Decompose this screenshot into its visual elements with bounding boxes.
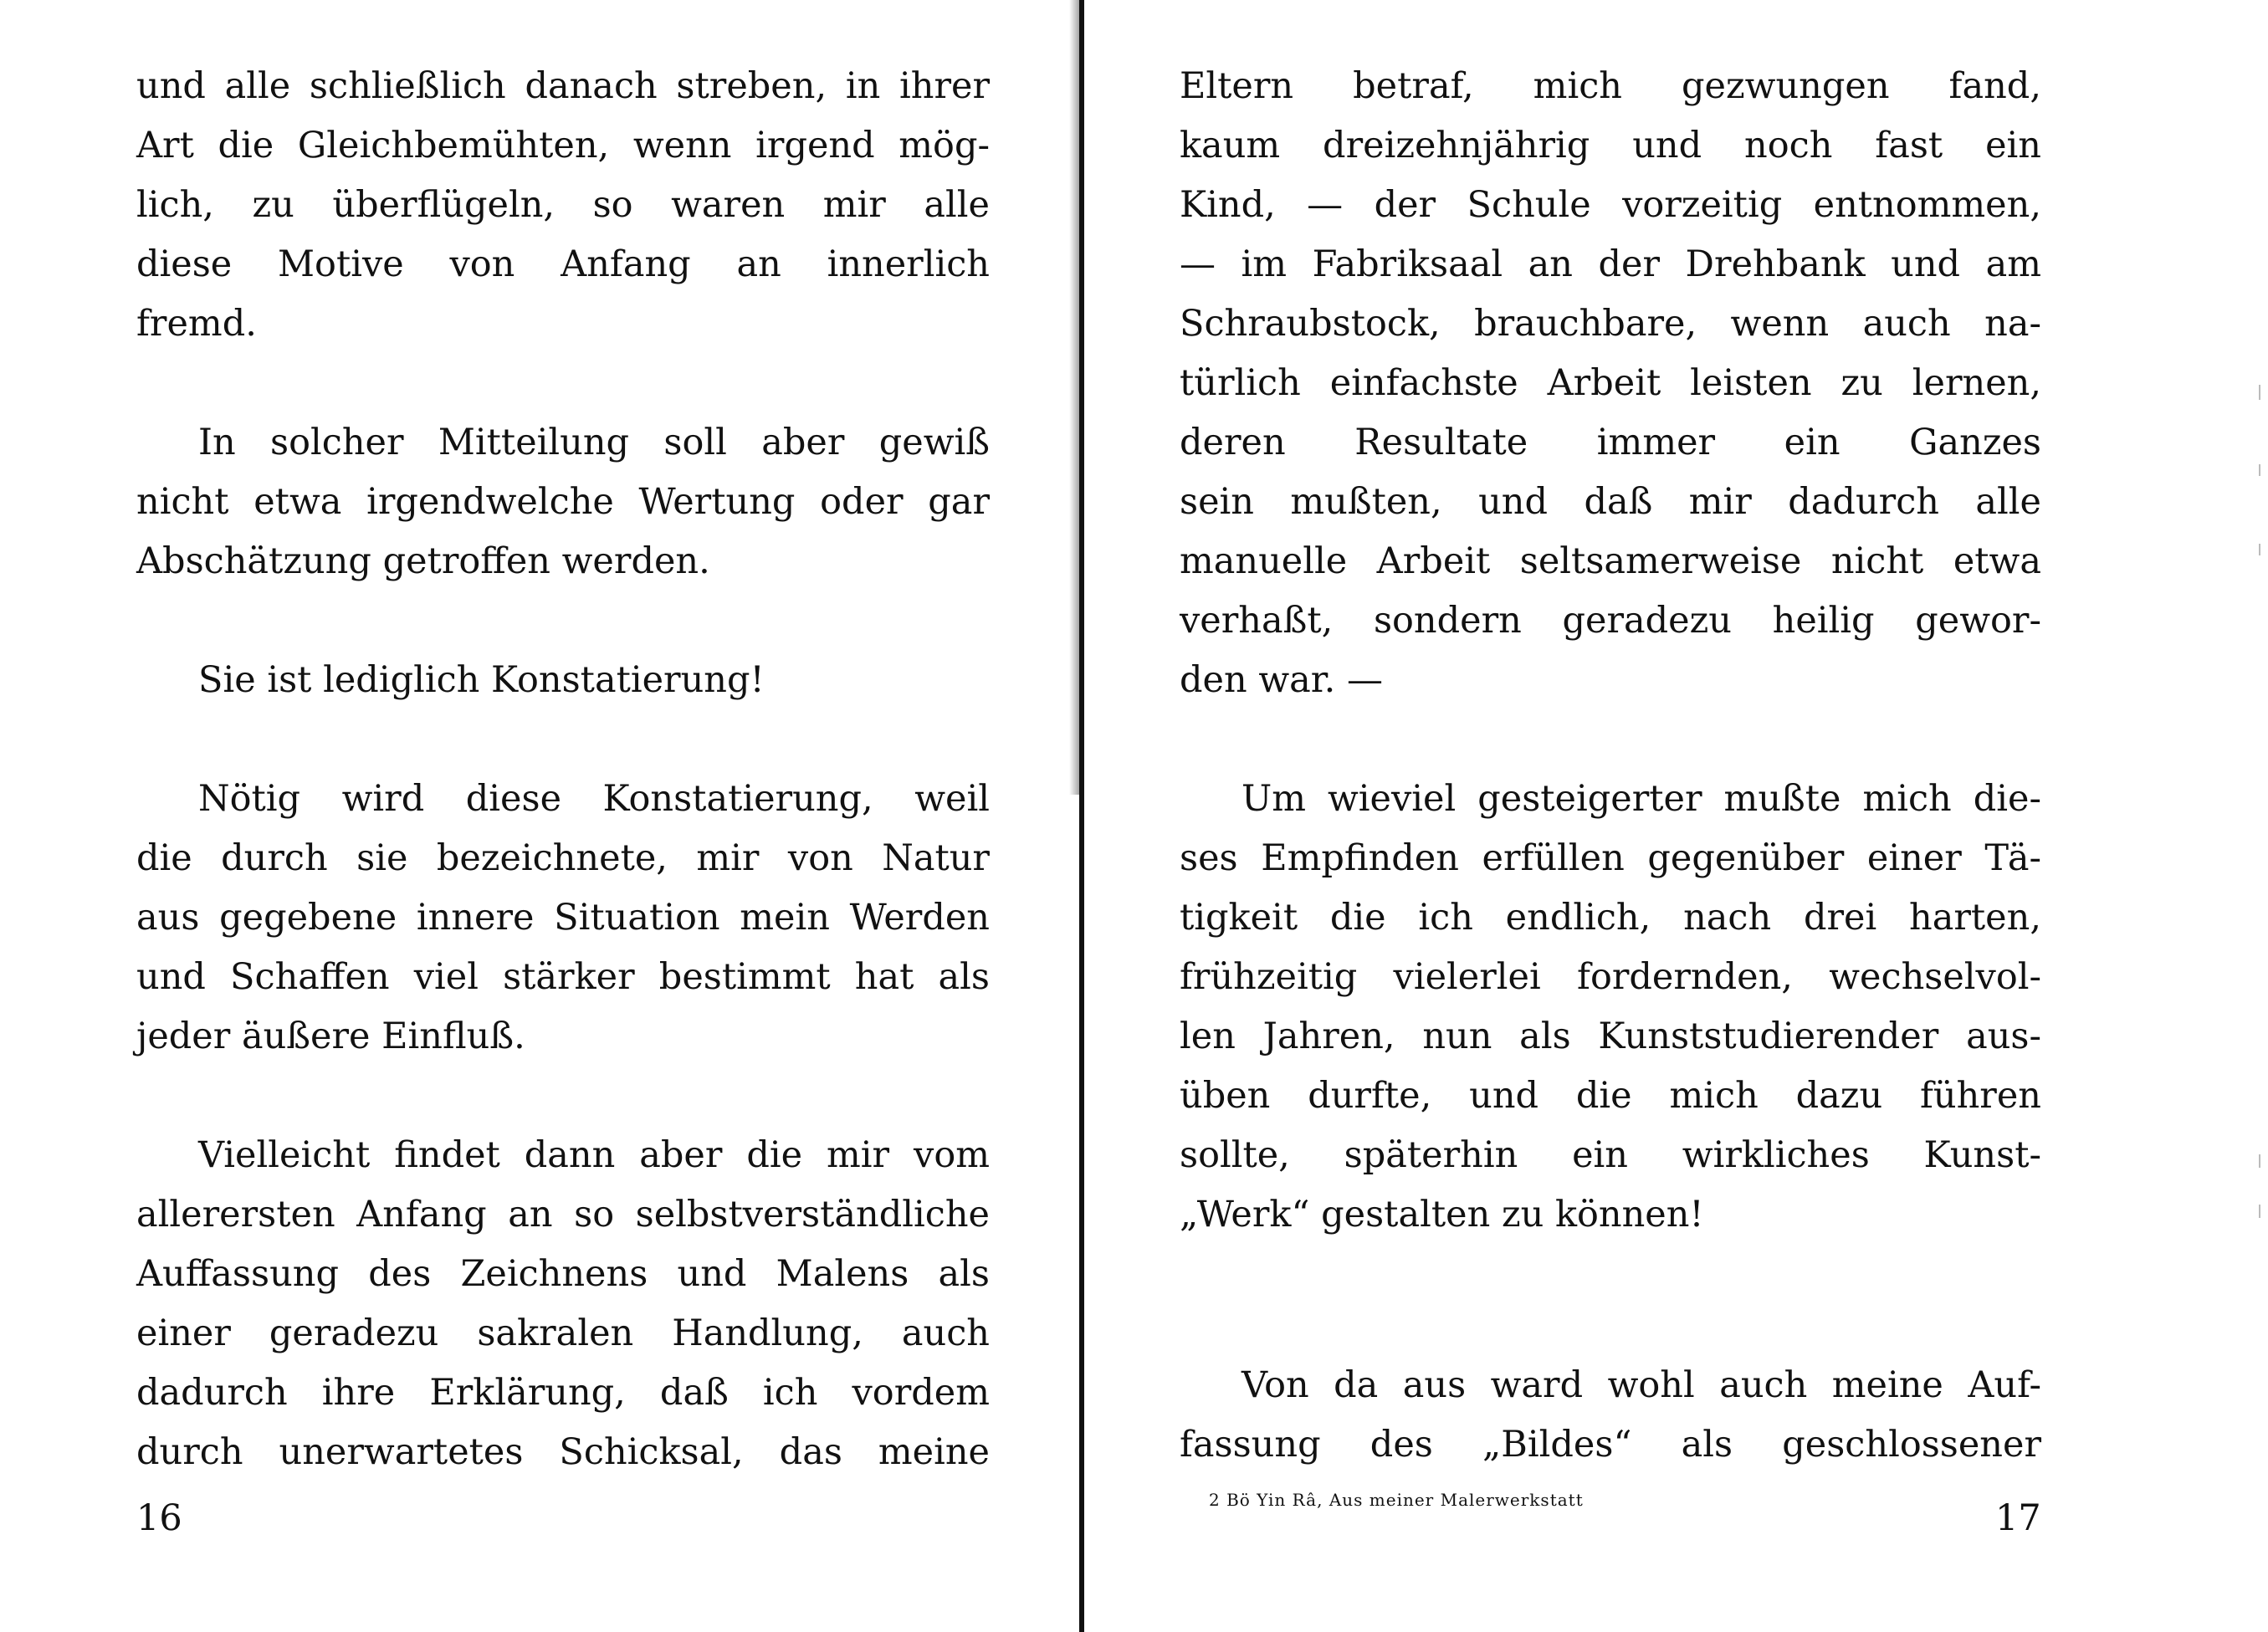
text-line: Von da aus ward wohl auch meine Auf-: [1242, 1364, 2041, 1406]
text-line: lich, zu überflügeln, so waren mir alle: [136, 184, 990, 226]
text-line: aus gegebene innere Situation mein Werden: [136, 897, 990, 939]
text-line: tigkeit die ich endlich, nach drei harten,: [1180, 897, 2041, 939]
left-page: [0, 0, 1079, 1632]
text-line: allerersten Anfang an so selbstverständliche: [136, 1194, 990, 1236]
left-page-text: [136, 57, 990, 1482]
text-line: deren Resultate immer ein Ganzes: [1180, 422, 2041, 463]
text-line: sein mußten, und daß mir dadurch alle: [1180, 481, 2041, 523]
page-number-left: 16: [136, 1497, 182, 1539]
text-line: Nötig wird diese Konstatierung, weil: [198, 778, 990, 820]
text-line: Auffassung des Zeichnens und Malens als: [136, 1253, 990, 1295]
text-line: türlich einfachste Arbeit leisten zu lernen,: [1180, 362, 2041, 404]
text-line: und alle schließlich danach streben, in ihrer: [136, 65, 990, 107]
book-spine: [1079, 0, 1084, 1632]
text-line: Art die Gleichbemühten, wenn irgend mög-: [136, 125, 990, 166]
signature-footer: 2 Bö Yin Râ, Aus meiner Malerwerkstatt: [1209, 1490, 1584, 1510]
text-line: verhaßt, sondern geradezu heilig gewor-: [1180, 600, 2041, 642]
text-line: einer geradezu sakralen Handlung, auch: [136, 1312, 990, 1354]
text-line: Abschätzung getroffen werden.: [136, 540, 710, 582]
text-line: üben durfte, und die mich dazu führen: [1180, 1075, 2041, 1117]
text-line: Schraubstock, brauchbare, wenn auch na-: [1180, 303, 2041, 345]
text-line: ses Empfinden erfüllen gegenüber einer Tä-: [1180, 837, 2041, 879]
text-line: „Werk“ gestalten zu können!: [1180, 1194, 1704, 1236]
text-line: Vielleicht findet dann aber die mir vom: [198, 1134, 990, 1176]
text-line: sollte, späterhin ein wirkliches Kunst-: [1180, 1134, 2041, 1176]
right-page-text: [1180, 57, 2041, 1475]
text-line: — im Fabriksaal an der Drehbank und am: [1180, 243, 2041, 285]
text-line: den war. —: [1180, 659, 1383, 701]
text-line: Um wieviel gesteigerter mußte mich die-: [1242, 778, 2041, 820]
text-line: nicht etwa irgendwelche Wertung oder gar: [136, 481, 990, 523]
text-line: und Schaffen viel stärker bestimmt hat als: [136, 956, 990, 998]
text-line: jeder äußere Einfluß.: [136, 1016, 525, 1057]
page-number-right: 17: [1995, 1497, 2041, 1539]
text-line: manuelle Arbeit seltsamerweise nicht etwa: [1180, 540, 2041, 582]
text-line: In solcher Mitteilung soll aber gewiß: [198, 422, 990, 463]
text-line: kaum dreizehnjährig und noch fast ein: [1180, 125, 2041, 166]
text-line: Kind, — der Schule vorzeitig entnommen,: [1180, 184, 2041, 226]
text-line: fassung des „Bildes“ als geschlossener: [1180, 1424, 2041, 1466]
text-line: die durch sie bezeichnete, mir von Natur: [136, 837, 990, 879]
text-line: Sie ist lediglich Konstatierung!: [198, 659, 765, 701]
text-line: durch unerwartetes Schicksal, das meine: [136, 1431, 990, 1473]
text-line: frühzeitig vielerlei fordernden, wechselvol-: [1180, 956, 2041, 998]
text-line: dadurch ihre Erklärung, daß ich vordem: [136, 1372, 990, 1414]
text-line: fremd.: [136, 303, 257, 345]
text-line: Eltern betraf, mich gezwungen fand,: [1180, 65, 2041, 107]
text-line: diese Motive von Anfang an innerlich: [136, 243, 990, 285]
text-line: len Jahren, nun als Kunststudierender aus-: [1180, 1016, 2041, 1057]
